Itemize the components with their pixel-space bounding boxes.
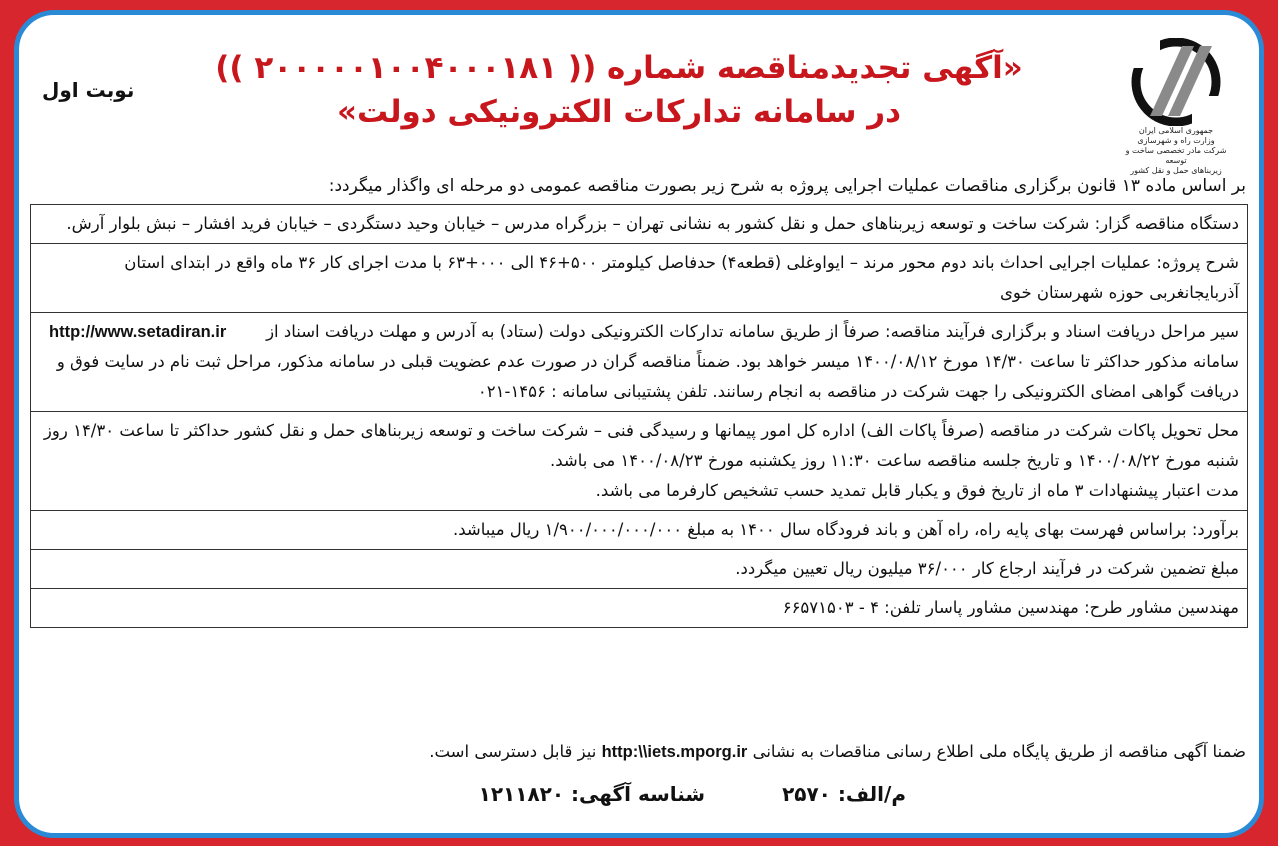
header <box>22 38 1256 178</box>
details-table <box>30 204 1248 628</box>
document-process-text-b: و مهلت دریافت اسناد از سامانه مذکور حداکثر تا ساعت ۱۴/۳۰ مورخ ۱۴۰۰/۰۸/۱۲ میسر خواهد بود. ضمناً مناقصه گران در صورت عدم عضویت قبلی در سامانه مذکور، مراحل ثبت نام در سایت فوق و دریافت گواهی امضای الکترونیکی را جهت شرکت در مناقصه به انجام رسانند. تلفن پشتیبانی سامانه : ۱۴۵۶-۰۲۱ <box>56 322 1239 401</box>
logo-caption-1: جمهوری اسلامی ایران <box>1138 126 1214 135</box>
logo-caption-4: زیربناهای حمل و نقل کشور <box>1130 166 1222 175</box>
footer-note <box>32 742 1246 762</box>
tender-authority-text: دستگاه مناقصه گزار: شرکت ساخت و توسعه زیربناهای حمل و نقل کشور به نشانی تهران – بزرگراه مدرس – خیابان وحید دستگردی – خیابان فرید افشار – نبش بلوار آرش. <box>66 214 1239 233</box>
consultant-row <box>31 589 1247 627</box>
title-line-2: در سامانه تدارکات الکترونیکی دولت» <box>336 94 901 130</box>
estimate-text: برآورد: براساس فهرست بهای پایه راه، راه آهن و باند فرودگاه سال ۱۴۰۰ به مبلغ ۱/۹۰۰/۰۰۰/۰۰۰/۰۰۰ ریال میباشد. <box>452 520 1239 539</box>
setadiran-link[interactable]: http://www.setadiran.ir <box>49 323 227 341</box>
footer-note-text-a: ضمنا آگهی مناقصه از طریق پایگاه ملی اطلاع رسانی مناقصات به نشانی <box>752 742 1246 761</box>
notice-body <box>22 18 1256 828</box>
estimate-row <box>31 511 1247 550</box>
document-process-text-a: سیر مراحل دریافت اسناد و برگزاری فرآیند مناقصه: صرفاً از طریق سامانه تدارکات الکترونیکی دولت (ستاد) به آدرس <box>435 322 1239 341</box>
company-logo-icon <box>1130 38 1222 126</box>
footer-note-text-b: نیز قابل دسترسی است. <box>429 742 597 761</box>
logo <box>1116 38 1236 176</box>
intro-text: بر اساس ماده ۱۳ قانون برگزاری مناقصات عملیات اجرایی پروژه به شرح زیر بصورت مناقصه عمومی دو مرحله ای واگذار میگردد: <box>328 176 1246 196</box>
reference-code: م/الف: ۲۵۷۰ <box>782 782 906 806</box>
delivery-location-text: محل تحویل پاکات شرکت در مناقصه (صرفاً پاکات الف) اداره کل امور پیمانها و رسیدگی فنی – شرکت ساخت و توسعه زیربناهای حمل و نقل کشور حداکثر تا ساعت ۱۴/۳۰ روز شنبه مورخ ۱۴۰۰/۰۸/۲۲ و تاریخ جلسه مناقصه ساعت ۱۱:۳۰ روز یکشنبه مورخ ۱۴۰۰/۰۸/۲۳ می باشد. <box>43 421 1239 470</box>
validity-text: مدت اعتبار پیشنهادات ۳ ماه از تاریخ فوق و یکبار قابل تمدید حسب تشخیص کارفرما می باشد. <box>595 481 1239 500</box>
notice-ids <box>409 782 906 806</box>
notice-id: شناسه آگهی: ۱۲۱۱۸۲۰ <box>478 782 706 806</box>
tender-authority-row <box>31 205 1247 244</box>
iets-link[interactable]: http:\\iets.mporg.ir <box>601 743 748 761</box>
document-process-row <box>31 313 1247 412</box>
title-line-1: «آگهی تجدیدمناقصه شماره (( ۲۰۰۰۰۰۱۰۰۴۰۰۰۱۸۱ )) <box>215 50 1023 86</box>
delivery-location-row <box>31 412 1247 511</box>
project-description-row <box>31 244 1247 313</box>
turn-label: نوبت اول <box>42 78 135 102</box>
project-description-text: شرح پروژه: عملیات اجرایی احداث باند دوم محور مرند – ایواوغلی (قطعه۴) حدفاصل کیلومتر ۵۰۰+۴۶ الی ۰۰۰+۶۳ با مدت اجرای کار ۳۶ ماه واقع در ابتدای استان آذربایجانغربی حوزه شهرستان خوی <box>124 253 1239 302</box>
logo-caption-2: وزارت راه و شهرسازی <box>1137 136 1215 145</box>
guarantee-row <box>31 550 1247 589</box>
guarantee-text: مبلغ تضمین شرکت در فرآیند ارجاع کار ۳۶/۰۰۰ میلیون ریال تعیین میگردد. <box>735 559 1239 578</box>
logo-caption-3: شرکت مادر تخصصی ساخت و توسعه <box>1125 146 1227 165</box>
consultant-text: مهندسین مشاور طرح: مهندسین مشاور پاسار تلفن: ۴ - ۶۶۵۷۱۵۰۳ <box>782 598 1239 617</box>
notice-title <box>172 46 1066 134</box>
